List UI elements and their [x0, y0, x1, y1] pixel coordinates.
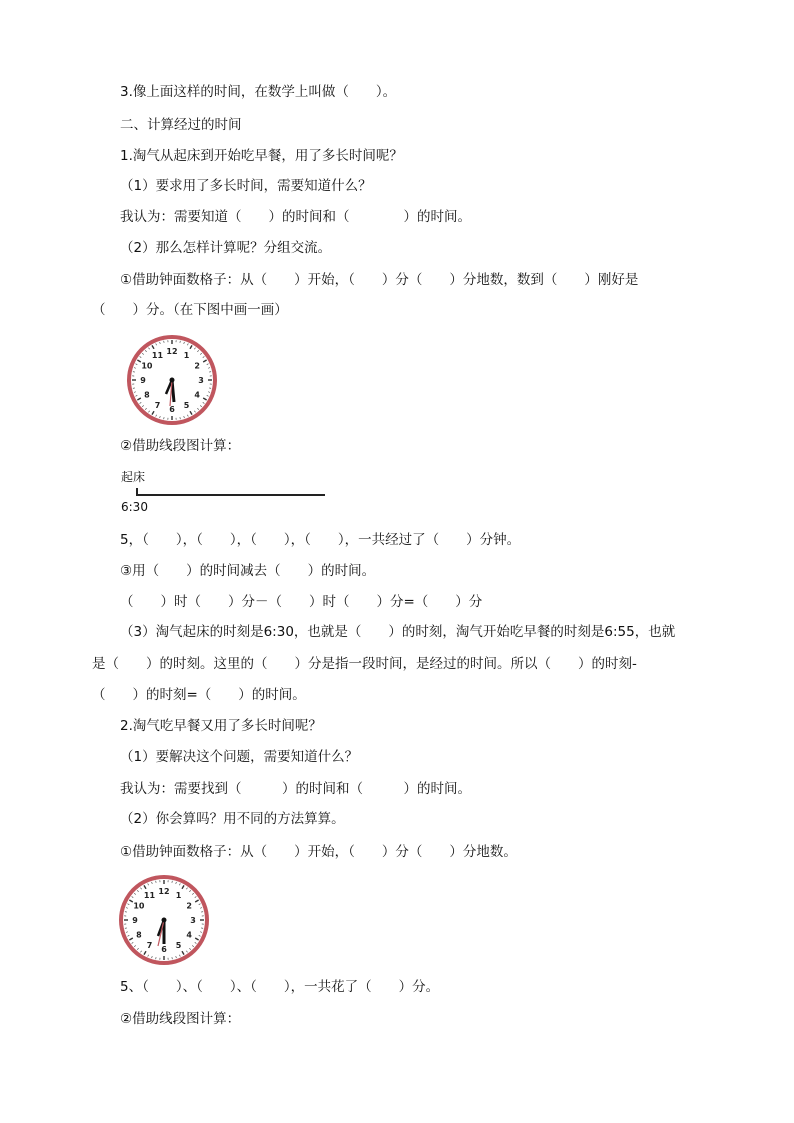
clock-number: 9	[132, 916, 138, 925]
section-heading: 二、计算经过的时间	[120, 117, 242, 133]
text-line: ③用（ ）的时间减去（ ）的时间。	[120, 563, 376, 579]
text-line: 我认为：需要知道（ ）的时间和（ ）的时间。	[120, 209, 471, 225]
clock-number: 6	[161, 945, 167, 954]
clock-number: 1	[175, 890, 182, 900]
clock-number: 6	[169, 405, 175, 414]
text-line: 5，（ ），（ ），（ ），（ ），一共经过了（ ）分钟。	[120, 532, 521, 548]
clock-number: 11	[143, 890, 156, 900]
clock-number: 7	[146, 941, 153, 951]
text-line: （2）那么怎样计算呢？分组交流。	[120, 240, 332, 256]
clock-number: 1	[183, 350, 190, 360]
text-line: （1）要解决这个问题，需要知道什么？	[120, 749, 359, 765]
text-line: ②借助线段图计算：	[120, 1011, 241, 1027]
question-title: 1.淘气从起床到开始吃早餐，用了多长时间呢？	[120, 148, 403, 164]
segment-line	[136, 494, 325, 496]
text-line: （1）要求用了多长时间，需要知道什么？	[120, 178, 372, 194]
text-line: （ ）分。（在下图中画一画）	[92, 302, 288, 318]
text-line: ①借助钟面数格子：从（ ）开始，（ ）分（ ）分地数，数到（ ）刚好是	[120, 272, 639, 288]
clock-number: 9	[140, 376, 146, 385]
text-line: 我认为：需要找到（ ）的时间和（ ）的时间。	[120, 781, 471, 797]
clock-number: 7	[154, 401, 161, 411]
text-line: （ ）时（ ）分－（ ）时（ ）分=（ ）分	[120, 594, 483, 610]
text-line: 是（ ）的时刻。这里的（ ）分是指一段时间，是经过的时间。所以（ ）的时刻-	[92, 656, 637, 672]
clock-number: 8	[144, 390, 150, 400]
clock-number: 2	[194, 361, 200, 371]
text-line: ①借助钟面数格子：从（ ）开始，（ ）分（ ）分地数。	[120, 844, 517, 860]
clock-center	[162, 918, 167, 923]
segment-start-time: 6:30	[121, 500, 148, 514]
question-title: 2.淘气吃早餐又用了多长时间呢？	[120, 718, 322, 734]
clock-number: 10	[141, 361, 153, 371]
clock-number: 10	[133, 901, 145, 911]
text-line: （3）淘气起床的时刻是6:30，也就是（ ）的时刻，淘气开始吃早餐的时刻是6:55，也就	[120, 624, 676, 640]
clock-number: 8	[136, 930, 142, 940]
clock-number: 12	[166, 347, 178, 356]
text-line: 3.像上面这样的时间，在数学上叫做（ ）。	[120, 84, 397, 100]
text-line: （ ）的时刻=（ ）的时间。	[92, 687, 306, 703]
clock-number: 12	[158, 887, 170, 896]
clock-number: 2	[186, 901, 192, 911]
clock-number: 5	[175, 941, 182, 951]
clock-number: 4	[194, 390, 200, 400]
clock-number: 3	[198, 376, 204, 385]
clock-face-2	[118, 874, 210, 966]
clock-face-1	[126, 334, 218, 426]
clock-number: 3	[190, 916, 196, 925]
segment-start-label: 起床	[121, 470, 146, 484]
clock-center	[170, 378, 175, 383]
clock-number: 4	[186, 930, 192, 940]
text-line: 5、（ ）、（ ）、（ ），一共花了（ ）分。	[120, 979, 440, 995]
clock-number: 11	[151, 350, 164, 360]
text-line: （2）你会算吗？用不同的方法算算。	[120, 811, 345, 827]
clock-number: 5	[183, 401, 190, 411]
text-line: ②借助线段图计算：	[120, 438, 241, 454]
